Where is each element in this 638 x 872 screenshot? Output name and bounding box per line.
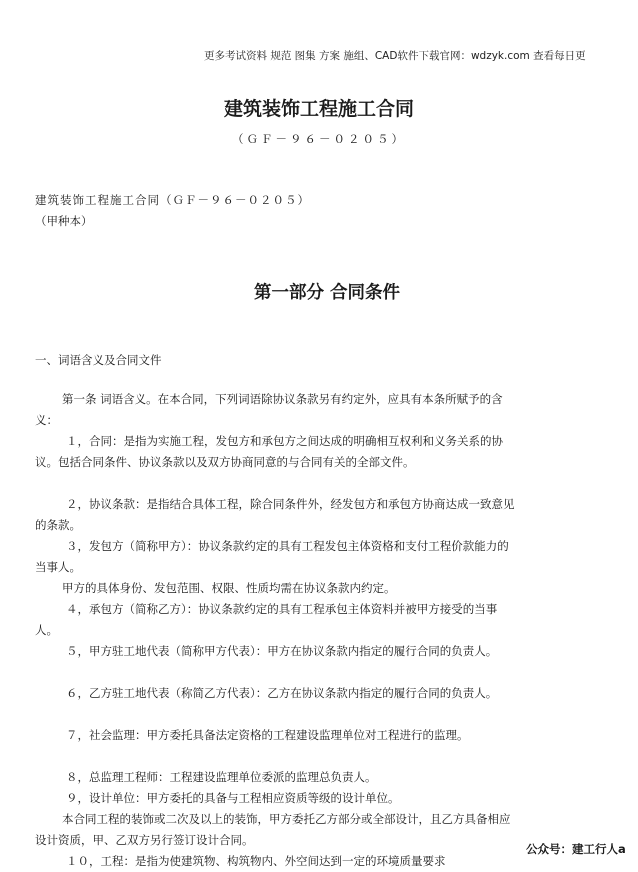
part-title: 第一部分 合同条件 [253, 283, 401, 303]
definition-contract: １，合同：是指为实施工程，发包方和承包方之间达成的明确相互权利和义务关系的协议。包括合同条件、协议条款以及双方协商同意的与合同有关的全部文件。 [35, 434, 503, 469]
wechat-account-watermark: 公众号：建工行人a [526, 842, 626, 856]
definition-party-a: ３，发包方（简称甲方）：协议条款约定的具有工程发包主体资格和支付工程价款能力的当事人。 [35, 539, 509, 574]
article-1-definitions: 第一条 词语含义。在本合同，下列词语除协议条款另有约定外，应具有本条所赋予的含义： [35, 392, 503, 427]
contract-name-line: 建筑装饰工程施工合同（ＧＦ－９６－０２０５） [35, 193, 310, 207]
definition-works: １０，工程：是指为使建筑物、构筑物内、外空间达到一定的环境质量要求 [66, 854, 446, 868]
definition-party-b: ４，承包方（简称乙方）：协议条款约定的具有工程承包主体资料并被甲方接受的当事人。 [35, 602, 498, 637]
definition-supervision: ７，社会监理：甲方委托具备法定资格的工程建设监理单位对工程进行的监理。 [66, 728, 469, 742]
definition-agreement-terms: ２，协议条款：是指结合具体工程，除合同条件外，经发包方和承包方协商达成一致意见的条款。 [35, 497, 515, 532]
definition-party-b-representative: ６，乙方驻工地代表（称简乙方代表）：乙方在协议条款内指定的履行合同的负责人。 [66, 686, 498, 700]
download-site-note: 更多考试资料 规范 图集 方案 施组、CAD软件下载官网：wdzyk.com 查看每日更 [204, 50, 586, 62]
document-code: （ＧＦ－９６－０２０５） [232, 132, 406, 146]
section-title: 一、词语含义及合同文件 [35, 353, 162, 367]
design-contract-note: 本合同工程的装饰或二次及以上的装饰，甲方委托乙方部分或全部设计，且乙方具备相应设计资质，甲、乙双方另行签订设计合同。 [35, 812, 511, 847]
contract-version-line: （甲种本） [35, 214, 93, 228]
party-a-identity-note: 甲方的具体身份、发包范围、权限、性质均需在协议条款内约定。 [62, 581, 396, 595]
document-title: 建筑装饰工程施工合同 [223, 98, 414, 120]
definition-party-a-representative: ５，甲方驻工地代表（简称甲方代表）：甲方在协议条款内指定的履行合同的负责人。 [66, 644, 498, 658]
definition-chief-supervisor: ８，总监理工程师：工程建设监理单位委派的监理总负责人。 [66, 770, 377, 784]
definition-design-unit: ９，设计单位：甲方委托的具备与工程相应资质等级的设计单位。 [66, 791, 400, 805]
